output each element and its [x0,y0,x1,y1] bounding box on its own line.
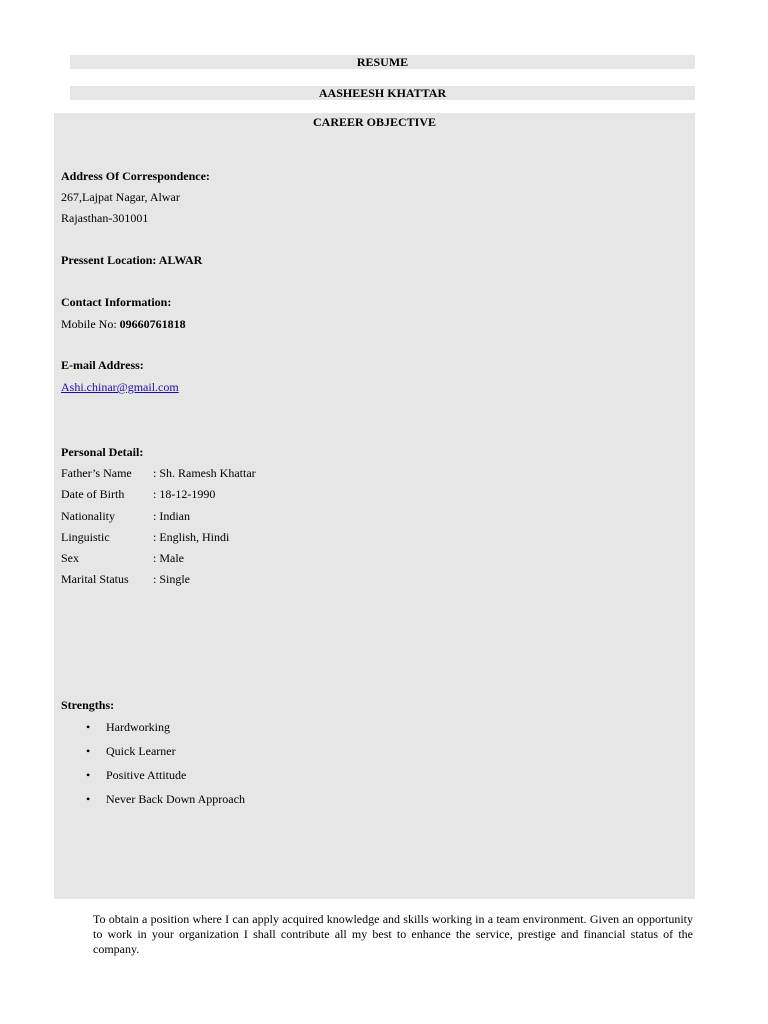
strength-text: Never Back Down Approach [106,792,245,806]
personal-row-label: Date of Birth [61,487,125,501]
resume-title-band [70,55,695,69]
career-objective-heading: CAREER OBJECTIVE [312,115,437,129]
bullet-icon: • [86,792,91,806]
personal-row-value: : 18-12-1990 [153,487,216,501]
personal-row-label: Father’s Name [61,466,132,480]
strength-item [54,768,695,783]
personal-row-label: Nationality [61,509,115,523]
mobile-number: 09660761818 [119,317,186,331]
present-location [61,253,202,268]
personal-row-father [61,466,256,481]
mobile-label: Mobile No: [61,317,117,331]
email-line [61,380,179,395]
personal-row-value: : Sh. Ramesh Khattar [153,466,256,480]
personal-row-value: : Male [153,551,184,565]
personal-row-linguistic [61,530,229,545]
bullet-icon: • [86,768,91,782]
strength-text: Quick Learner [106,744,176,758]
strength-item [54,720,695,735]
strength-item [54,744,695,759]
email-heading: E-mail Address: [61,358,144,372]
strengths-heading: Strengths: [61,698,115,712]
present-location-label: Pressent Location: [61,253,157,267]
address-line-2: Rajasthan-301001 [61,211,149,225]
personal-row-label: Sex [61,551,79,565]
bullet-icon: • [86,744,91,758]
address-heading: Address Of Correspondence: [61,169,210,183]
personal-detail-heading: Personal Detail: [61,445,144,459]
name-band [70,86,695,100]
personal-row-label: Marital Status [61,572,129,586]
address-line-1: 267,Lajpat Nagar, Alwar [61,190,180,204]
resume-body-panel [54,113,695,899]
candidate-name: AASHEESH KHATTAR [318,86,447,100]
strength-text: Hardworking [106,720,170,734]
personal-row-marital [61,572,190,587]
present-location-value: ALWAR [158,253,203,267]
strength-text: Positive Attitude [106,768,187,782]
email-link[interactable]: Ashi.chinar@gmail.com [61,380,179,394]
personal-row-dob [61,487,215,502]
personal-row-sex [61,551,184,566]
resume-title: RESUME [356,55,409,69]
bullet-icon: • [86,720,91,734]
personal-row-value: : Single [153,572,191,586]
contact-heading: Contact Information: [61,295,172,309]
career-objective-text: To obtain a position where I can apply acquired knowledge and skills working in a team environment. Given an opportunity to work in your organization I shall contribute all my best to enhance the service, prestige and financial status of the company. [93,912,693,956]
strength-item [54,792,695,807]
mobile-line [61,317,186,332]
personal-row-label: Linguistic [61,530,110,544]
personal-row-value: : Indian [153,509,190,523]
personal-row-nationality [61,509,190,524]
personal-row-value: : English, Hindi [153,530,230,544]
